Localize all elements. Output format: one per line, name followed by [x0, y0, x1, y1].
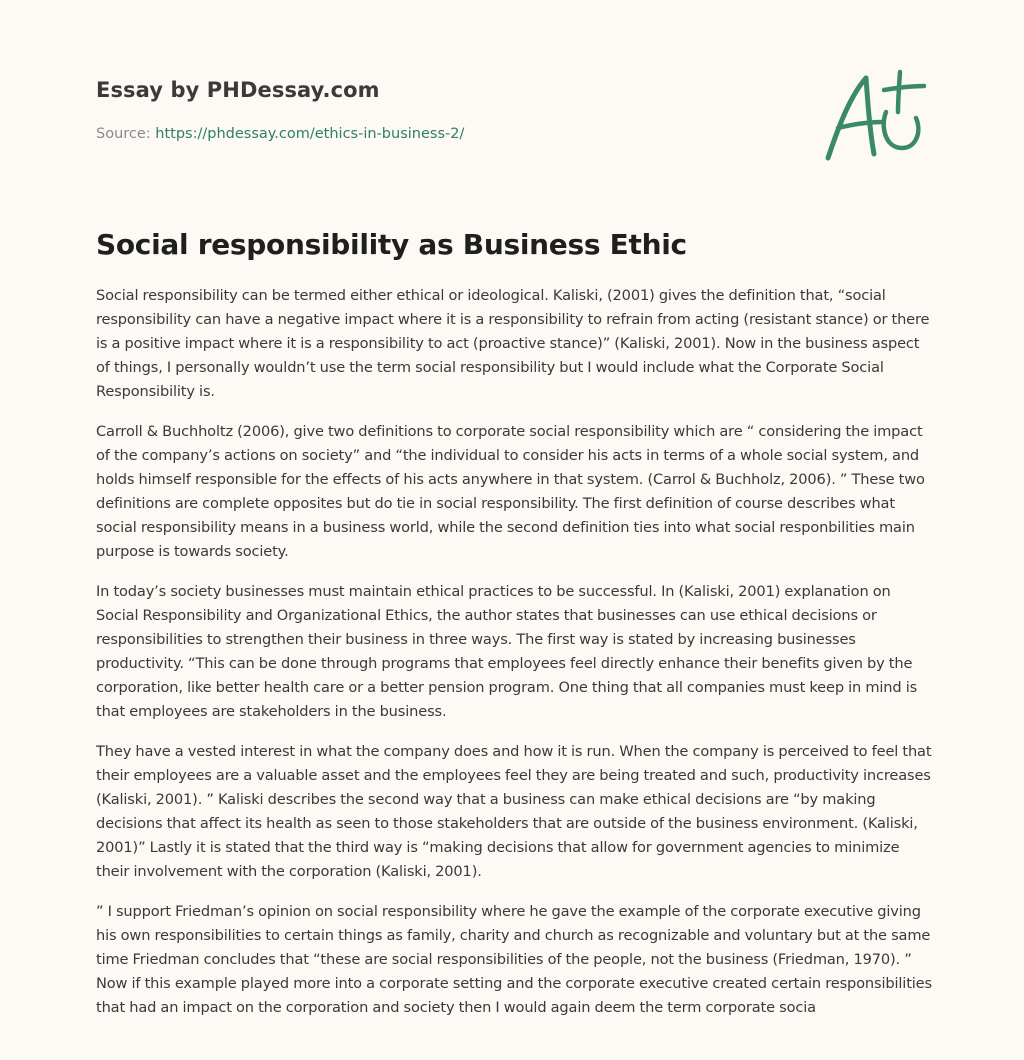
article-paragraph: In today’s society businesses must maintain ethical practices to be successful. In (Kaliski, 2001) explanation on Social Responsibility and Organizational Ethics, the author states that businesses can use ethical decisions or responsibilities to strengthen their business in three ways. The first way is stated by increasing businesses productivity. “This can be done through programs that employees feel directly enhance their benefits given by the corporation, like better health care or a better pension program. One thing that all companies must keep in mind is that employees are stakeholders in the business.	[96, 583, 918, 720]
article-paragraph: Social responsibility can be termed either ethical or ideological. Kaliski, (2001) gives the definition that, “social responsibility can have a negative impact where it is a responsibility to refrain from acting (resistant stance) or there is a positive impact where it is a responsibility to act (proactive stance)” (Kaliski, 2001). Now in the business aspect of things, I personally wouldn’t use the term social responsibility but I would include what the Corporate Social Responsibility is.	[96, 287, 930, 400]
source-label: Source:	[96, 126, 151, 142]
page-header	[96, 76, 796, 144]
article-paragraph: Carroll & Buchholtz (2006), give two definitions to corporate social responsibility which are “ considering the impact of the company’s actions on society” and “the individual to consider his acts in terms of a whole social system, and holds himself responsible for the effects of his acts anywhere in that system. (Carrol & Buchholz, 2006). ” These two definitions are complete opposites but do tie in social responsibility. The first definition of course describes what social responsibility means in a business world, while the second definition ties into what social responbilities main purpose is towards society.	[96, 423, 925, 560]
a-plus-grade-icon	[820, 66, 930, 166]
brand-name: Essay by PHDessay.com	[96, 78, 380, 102]
source-link[interactable]: https://phdessay.com/ethics-in-business-2/	[155, 126, 465, 142]
article-paragraph: They have a vested interest in what the company does and how it is run. When the company is perceived to feel that their employees are a valuable asset and the employees feel they are being treated and such, productivity increases (Kaliski, 2001). ” Kaliski describes the second way that a business can make ethical decisions are “by making decisions that affect its health as seen to those stakeholders that are outside of the business environment. (Kaliski, 2001)” Lastly it is stated that the third way is “making decisions that allow for government agencies to minimize their involvement with the corporation (Kaliski, 2001).	[96, 743, 932, 880]
source-line	[96, 124, 796, 144]
article-body	[96, 284, 932, 1036]
article-title: Social responsibility as Business Ethic	[96, 228, 687, 261]
article-paragraph: ” I support Friedman’s opinion on social responsibility where he gave the example of the corporate executive giving his own responsibilities to certain things as family, charity and church as recognizable and voluntary but at the same time Friedman concludes that “these are social responsibilities of the people, not the business (Friedman, 1970). ” Now if this example played more into a corporate setting and the corporate executive created certain responsibilities that had an impact on the corporation and society then I would again deem the term corporate socia	[96, 903, 932, 1016]
